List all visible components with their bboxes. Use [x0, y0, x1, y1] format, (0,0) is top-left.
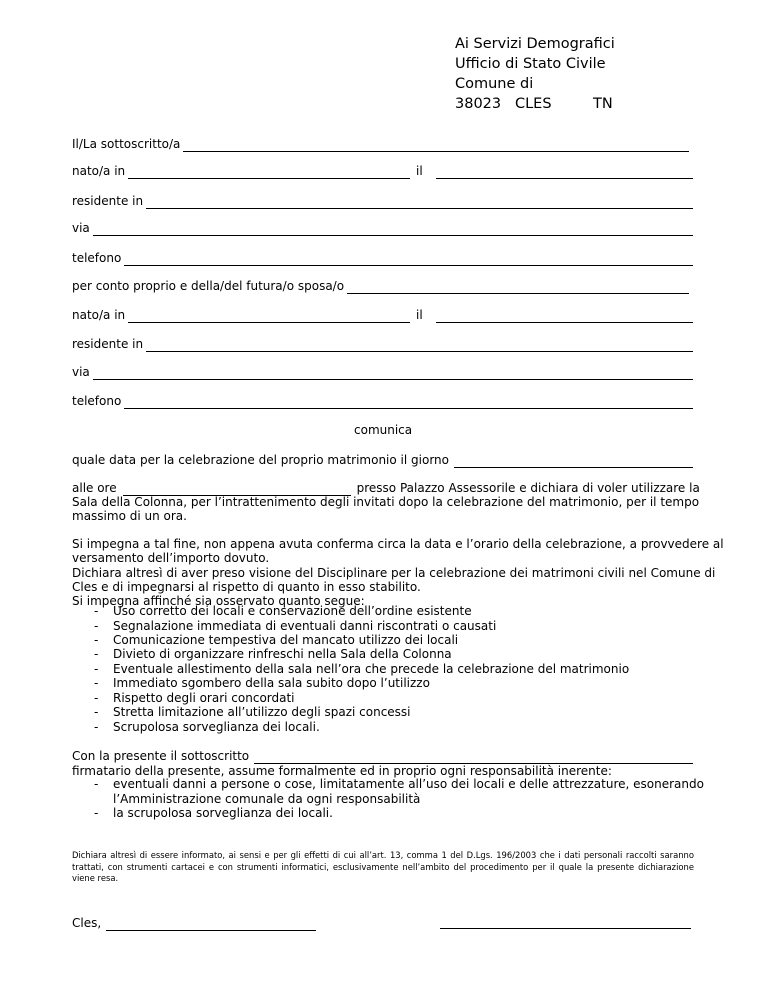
comunica-heading: comunica — [354, 423, 413, 437]
field-blank-line[interactable] — [347, 280, 689, 294]
field-label: Con la presente il sottoscritto — [72, 749, 250, 763]
field-blank-line[interactable] — [436, 165, 693, 179]
field-blank-line[interactable] — [436, 309, 693, 323]
field-residente-2[interactable] — [72, 336, 693, 352]
field-label: il — [416, 308, 423, 322]
field-label: alle ore — [72, 481, 117, 495]
list-item-text: Immediato sgombero della sala subito dopo l’utilizzo — [113, 676, 430, 690]
signature-line[interactable] — [440, 915, 691, 929]
field-blank-line[interactable] — [124, 252, 693, 266]
recipient-address — [455, 34, 615, 114]
list-dash: - — [94, 777, 99, 791]
list-item-text: Rispetto degli orari concordati — [113, 691, 295, 705]
field-nato-a-2[interactable] — [72, 307, 410, 323]
field-label: Il/La sottoscritto/a — [72, 137, 181, 151]
list-item-text: Uso corretto dei locali e conservazione dell’ordine esistente — [113, 604, 472, 618]
field-label: telefono — [72, 251, 122, 265]
alle-ore-line-2: Sala della Colonna, per l’intrattenimento degli invitati dopo la celebrazione del matrimonio, per il tempo — [72, 495, 700, 509]
responsabilita-line-2: firmatario della presente, assume formalmente ed in proprio ogni responsabilità inerente: — [72, 764, 612, 778]
field-blank-line[interactable] — [124, 395, 693, 409]
list-dash: - — [94, 676, 99, 690]
field-telefono-2[interactable] — [72, 393, 693, 409]
list-dash: - — [94, 705, 99, 719]
recipient-line-1: Ai Servizi Demografici — [455, 36, 615, 52]
field-blank-line[interactable] — [106, 917, 316, 931]
field-label: residente in — [72, 194, 144, 208]
field-label: via — [72, 221, 90, 235]
field-label: Cles, — [72, 916, 102, 930]
recipient-line-2: Ufficio di Stato Civile — [455, 56, 606, 72]
field-sottoscritto[interactable] — [72, 136, 689, 152]
impegno-p2-line-2: Cles e di impegnarsi al rispetto di quanto in esso stabilito. — [72, 580, 421, 594]
impegno-p1-line-1: Si impegna a tal fine, non appena avuta conferma circa la data e l’orario della celebrazione, a provvedere al — [72, 537, 724, 551]
field-via-1[interactable] — [72, 220, 693, 236]
list-item-text: Divieto di organizzare rinfreschi nella Sala della Colonna — [113, 647, 452, 661]
field-label: nato/a in — [72, 308, 126, 322]
list-item-text: Stretta limitazione all’utilizzo degli spazi concessi — [113, 705, 411, 719]
list-item-text: Scrupolosa sorveglianza dei locali. — [113, 720, 320, 734]
privacy-notice: Dichiara altresì di essere informato, ai sensi e per gli effetti di cui all’art. 13, comma 1 del D.Lgs. 196/2003 che i dati personali raccolti saranno trattati, con strumenti cartacei e con strumenti informatici, esclusivamente nell’ambito del procedimento per il quale la presente dichiarazione viene resa. — [72, 850, 694, 883]
list-dash: - — [94, 806, 99, 820]
alle-ore-suffix: presso Palazzo Assessorile e dichiara di voler utilizzare la — [356, 481, 700, 495]
field-blank-line[interactable] — [93, 222, 693, 236]
list-item-text: Segnalazione immediata di eventuali danni riscontrati o causati — [113, 619, 497, 633]
impegno-p3: Si impegna affinché sia osservato quanto segue: — [72, 594, 365, 608]
alle-ore-line-3: massimo di un ora. — [72, 509, 187, 523]
field-via-2[interactable] — [72, 364, 693, 380]
list-dash: - — [94, 633, 99, 647]
field-label: telefono — [72, 394, 122, 408]
field-data-celebrazione[interactable] — [72, 452, 693, 468]
list-item-text: la scrupolosa sorveglianza dei locali. — [113, 806, 333, 820]
field-conto-proprio[interactable] — [72, 278, 689, 294]
field-blank-line[interactable] — [93, 366, 693, 380]
field-blank-line[interactable] — [128, 165, 410, 179]
list-dash: - — [94, 647, 99, 661]
field-label: quale data per la celebrazione del proprio matrimonio il giorno — [72, 453, 449, 467]
field-label: residente in — [72, 337, 144, 351]
recipient-line-3: Comune di — [455, 76, 534, 92]
list-item-text: Eventuale allestimento della sala nell’ora che precede la celebrazione del matrimonio — [113, 662, 630, 676]
list-dash: - — [94, 691, 99, 705]
field-blank-line[interactable] — [183, 138, 689, 152]
list-item-text: l’Amministrazione comunale da ogni responsabilità — [113, 792, 421, 806]
field-sottoscritto-responsabilita[interactable] — [72, 748, 693, 764]
field-residente-1[interactable] — [72, 193, 693, 209]
list-item-text: eventuali danni a persone o cose, limitatamente all’uso dei locali e delle attrezzature, esonerando — [113, 777, 704, 791]
field-label: via — [72, 365, 90, 379]
field-blank-line[interactable] — [454, 454, 693, 468]
field-telefono-1[interactable] — [72, 250, 693, 266]
field-blank-line[interactable] — [254, 750, 693, 764]
impegno-p1-line-2: versamento dell’importo dovuto. — [72, 551, 270, 565]
list-dash: - — [94, 619, 99, 633]
list-dash: - — [94, 720, 99, 734]
field-blank-line[interactable] — [146, 338, 693, 352]
list-item-text: Comunicazione tempestiva del mancato utilizzo dei locali — [113, 633, 459, 647]
field-il-2[interactable] — [416, 307, 693, 323]
field-blank-line[interactable] — [146, 195, 693, 209]
field-nato-a-1[interactable] — [72, 163, 410, 179]
field-blank-line[interactable] — [128, 309, 410, 323]
field-place-date[interactable] — [72, 915, 316, 931]
recipient-line-4: 38023 CLES TN — [455, 96, 613, 112]
list-dash: - — [94, 604, 99, 618]
field-label: il — [416, 164, 423, 178]
field-il-1[interactable] — [416, 163, 693, 179]
impegno-p2-line-1: Dichiara altresì di aver preso visione del Disciplinare per la celebrazione dei matrimoni civili nel Comune di — [72, 566, 716, 580]
field-label: per conto proprio e della/del futura/o sposa/o — [72, 279, 345, 293]
field-label: nato/a in — [72, 164, 126, 178]
list-dash: - — [94, 662, 99, 676]
